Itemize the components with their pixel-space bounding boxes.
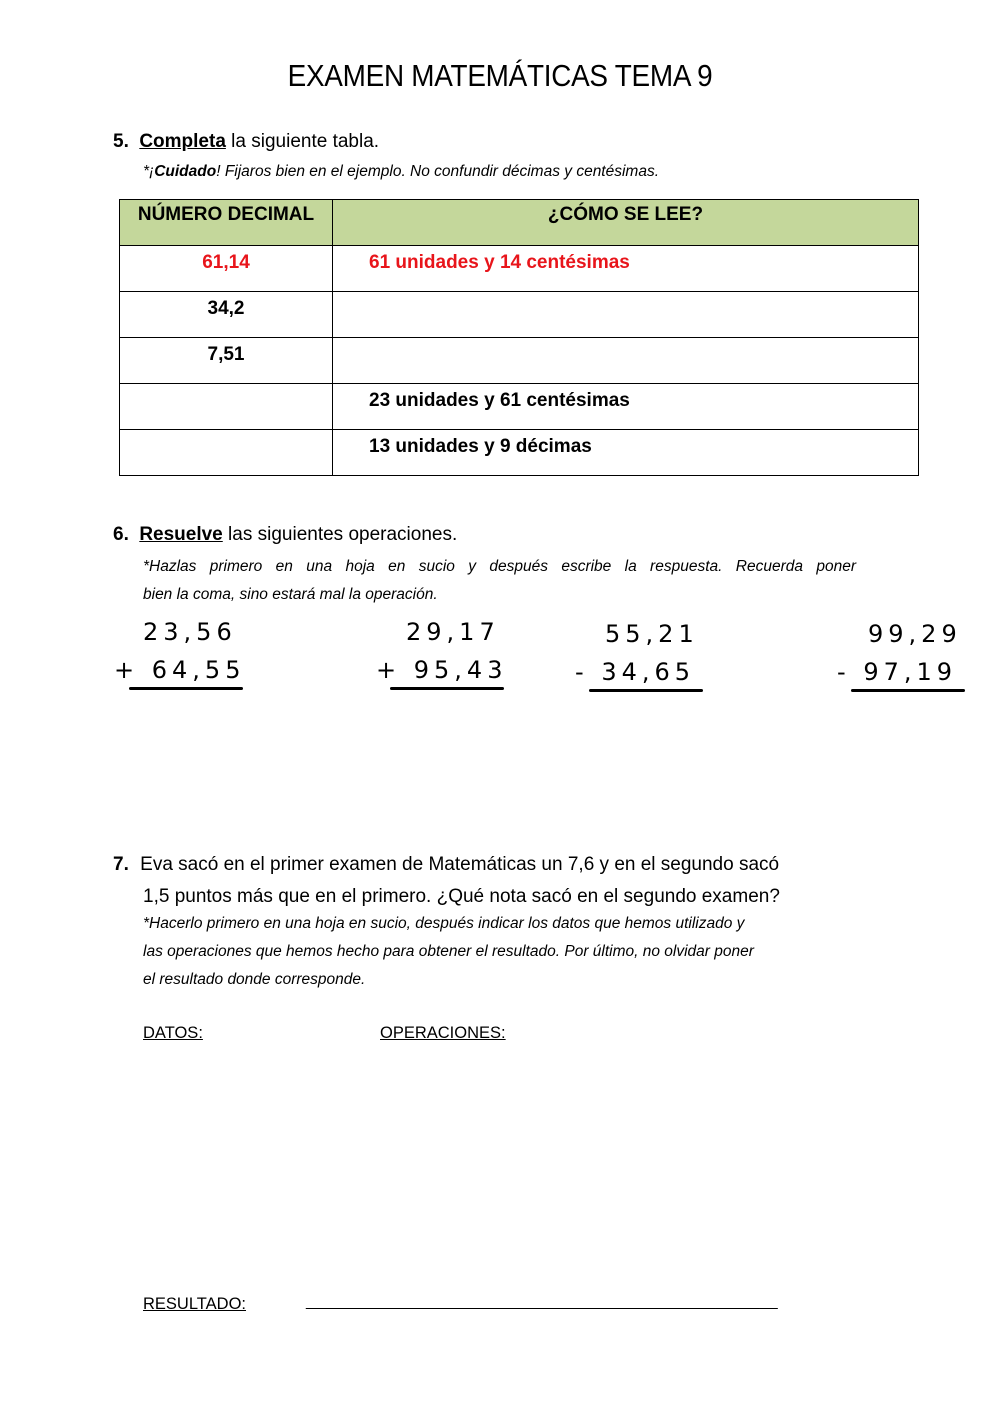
operation-2-line [390,687,504,690]
question-5-keyword: Completa la siguiente tabla. [139,131,380,152]
table-header-reading: ¿CÓMO SE LEE? [333,200,919,246]
question-7-text: 7. Eva sacó en el primer examen de Matemáticas un 7,6 y en el segundo sacó 1,5 puntos más que en el primero. ¿Qué nota sacó en el segundo examen? [113,854,780,907]
table-cell-reading: 13 unidades y 9 décimas [333,430,919,476]
table-header-decimal: NÚMERO DECIMAL [120,200,333,246]
table-cell-reading: 61 unidades y 14 centésimas [333,246,919,292]
question-5-number: 5. [113,131,129,152]
table-cell-decimal: 61,14 [120,246,333,292]
question-6-number: 6. [113,524,129,545]
question-5-heading [113,131,379,153]
table-row [120,246,919,292]
table-cell-reading-input[interactable] [333,338,919,384]
question-5-note: *¡Cuidado! Fijaros bien en el ejemplo. No confundir décimas y centésimas. [143,163,660,180]
resultado-label: RESULTADO: [143,1295,246,1313]
operation-2-bottom: + 95,43 [376,656,508,684]
table-cell-decimal-input[interactable] [120,430,333,476]
question-7-number: 7. [113,854,129,875]
table-cell-decimal-input[interactable] [120,384,333,430]
operation-4-top: 99,29 [868,620,962,648]
resultado-answer-line[interactable]: _____________________________________________________ [306,1293,778,1310]
datos-area[interactable] [143,1055,363,1275]
operation-3-line [589,689,703,692]
question-6-note: *Hazlas primero en una hoja en sucio y después escribe la respuesta. Recuerda poner bien la coma, sino estará mal la operación. [143,558,856,603]
operation-4-answer-area[interactable] [851,702,966,802]
table-row [120,430,919,476]
operation-1-answer-area[interactable] [130,700,245,800]
table-cell-reading-input[interactable] [333,292,919,338]
decimal-table [119,199,919,476]
operation-4-bottom: - 97,19 [837,658,958,686]
table-row [120,338,919,384]
table-row [120,384,919,430]
table-cell-decimal: 7,51 [120,338,333,384]
table-cell-decimal: 34,2 [120,292,333,338]
operation-2-top: 29,17 [406,618,500,646]
operation-1-bottom: + 64,55 [114,656,246,684]
page-title: EXAMEN MATEMÁTICAS TEMA 9 [287,58,713,93]
question-6-heading: 6. Resuelve las siguientes operaciones. [113,524,458,545]
operation-3-answer-area[interactable] [590,702,705,802]
operation-1-top: 23,56 [143,618,237,646]
datos-label: DATOS: [143,1024,203,1042]
operation-4-line [851,689,965,692]
question-7-note: *Hacerlo primero en una hoja en sucio, después indicar los datos que hemos utilizado y las operaciones que hemos hecho para obtener el resultado. Por último, no olvidar poner el resultado donde corresponde. [143,915,754,988]
operaciones-label: OPERACIONES: [380,1024,506,1042]
operation-3-bottom: - 34,65 [575,658,696,686]
operation-3-top: 55,21 [605,620,699,648]
operation-1-line [129,687,243,690]
operaciones-area[interactable] [380,1055,860,1275]
table-row [120,292,919,338]
operation-2-answer-area[interactable] [390,700,505,800]
table-cell-reading: 23 unidades y 61 centésimas [333,384,919,430]
